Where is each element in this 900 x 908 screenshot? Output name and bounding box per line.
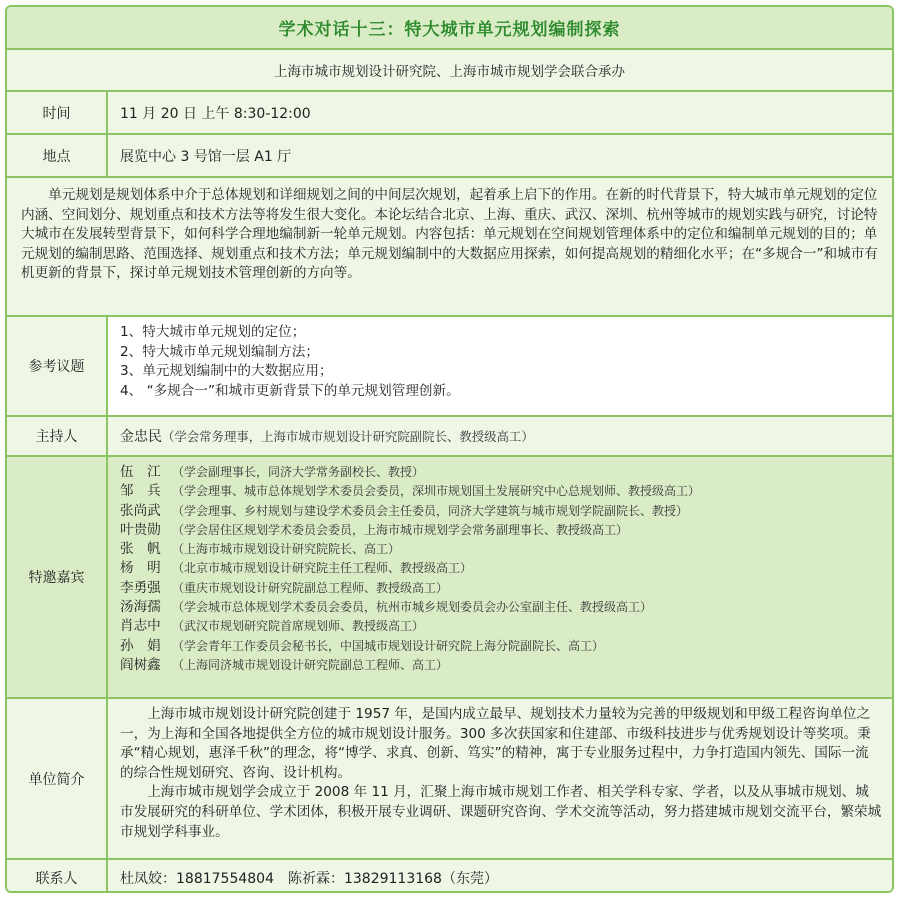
intro-text: 单元规划是规划体系中介于总体规划和详细规划之间的中间层次规划，起着承上启下的作用。在新的时代背景下，特大城市单元规划的定位内涵、空间划分、规划重点和技术方法等将发生很大变化。本论坛结合北京、上海、重庆、武汉、深圳、杭州等城市的规划实践与研究，讨论特大城市在发展转型背景下，如何科学合理地编制新一轮单元规划。内容包括：单元规划在空间规划管理体系中的定位和编制单元规划的目的；单元规划的编制思路、范围选择、规划重点和技术方法；单元规划编制中的大数据应用探索，如何提高规划的精细化水平；在“多规合一”和城市有机更新的背景下，探讨单元规划技术管理创新的方向等。: [21, 187, 878, 282]
guest-item: [120, 540, 892, 559]
guest-item: [120, 502, 892, 521]
topics-list: [108, 317, 892, 415]
intro-row: [7, 176, 892, 315]
guest-name: 叶贵勋: [120, 521, 161, 538]
guest-item: [120, 617, 892, 636]
units-text: [108, 699, 892, 858]
host-desc: （学会常务理事，上海市城市规划设计研究院副院长、教授级高工）: [162, 429, 534, 444]
guest-name: 张尚武: [120, 502, 161, 519]
guest-item: [120, 463, 892, 482]
guest-desc: （学会居住区规划学术委员会委员，上海市城市规划学会常务副理事长、教授级高工）: [172, 522, 629, 537]
guest-item: [120, 637, 892, 656]
guest-name: 汤海孺: [120, 599, 161, 616]
title-row: [7, 7, 892, 48]
topic-item: 3、单元规划编制中的大数据应用；: [120, 363, 333, 379]
guests-list: [108, 457, 892, 697]
guest-name: 邹 兵: [120, 483, 161, 500]
guest-name: 阎树鑫: [120, 656, 161, 673]
guest-desc: （学会城市总体规划学术委员会委员，杭州市城乡规划委员会办公室副主任、教授级高工）: [172, 600, 653, 615]
unit-paragraph: 上海市城市规划设计研究院创建于 1957 年，是国内成立最早、规划技术力量较为完善的甲级规划和甲级工程咨询单位之一，为上海和全国各地提供全方位的城市规划设计服务。300 多次获国家和住建部、市级科技进步与优秀规划设计等奖项。秉承“精心规划，惠泽千秋”的理念，将“博学、求真、创新、笃实”的精神，寓于专业服务过程中，力争打造国内领先、国际一流的综合性规划研究、咨询、设计机构。: [120, 706, 871, 781]
contact-row: [7, 858, 892, 893]
event-title: 学术对话十三：特大城市单元规划编制探索: [278, 20, 621, 40]
guest-desc: （学会副理事长，同济大学常务副校长、教授）: [172, 465, 425, 479]
time-value: 11 月 20 日 上午 8:30-12:00: [120, 105, 311, 122]
host-name: 金忠民: [120, 429, 162, 445]
guest-name: 张 帆: [120, 541, 161, 558]
event-table: [5, 5, 894, 893]
organizers-row: [7, 48, 892, 90]
topic-item: 2、特大城市单元规划编制方法；: [120, 343, 319, 360]
guest-item: [120, 521, 892, 540]
organizers-text: 上海市城市规划设计研究院、上海市城市规划学会联合承办: [274, 64, 625, 80]
time-row: [7, 90, 892, 133]
host-row: [7, 415, 892, 455]
guest-item: [120, 656, 892, 675]
guest-name: 肖志中: [120, 618, 161, 635]
guest-desc: （学会理事、城市总体规划学术委员会委员，深圳市规划国土发展研究中心总规划师、教授级高工）: [172, 484, 701, 499]
location-value: 展览中心 3 号馆一层 A1 厅: [120, 148, 292, 165]
guest-item: [120, 598, 892, 617]
guest-desc: （上海同济城市规划设计研究院副总工程师、高工）: [172, 657, 449, 672]
guest-desc: （重庆市规划设计研究院副总工程师、教授级高工）: [172, 580, 449, 595]
guest-name: 孙 娟: [120, 637, 161, 654]
host-value: [108, 417, 892, 455]
units-row: [7, 697, 892, 858]
topic-item: 1、特大城市单元规划的定位；: [120, 324, 306, 340]
location-row: [7, 133, 892, 176]
time-label: 时间: [7, 92, 108, 133]
guest-desc: （学会理事、乡村规划与建设学术委员会主任委员，同济大学建筑与城市规划学院副院长、教授）: [172, 503, 689, 518]
guest-desc: （武汉市规划研究院首席规划师、教授级高工）: [172, 619, 425, 634]
guests-row: [7, 455, 892, 697]
guest-desc: （上海市城市规划设计研究院院长、高工）: [172, 542, 401, 557]
guest-name: 杨 明: [120, 560, 161, 577]
guests-label: 特邀嘉宾: [7, 457, 108, 697]
location-label: 地点: [7, 135, 108, 176]
topic-item: 4、 “多规合一”和城市更新背景下的单元规划管理创新。: [120, 382, 460, 399]
guest-name: 李勇强: [120, 579, 161, 596]
contact-label: 联系人: [7, 860, 108, 893]
topics-label: 参考议题: [7, 317, 108, 415]
topics-row: [7, 315, 892, 415]
unit-paragraph: 上海市城市规划学会成立于 2008 年 11 月，汇聚上海市城市规划工作者、相关学科专家、学者，以及从事城市规划、城市发展研究的科研单位、学术团体，积极开展专业调研、课题研究咨询、学术交流等活动，努力搭建城市规划交流平台，繁荣城市规划学科事业。: [120, 784, 882, 840]
guest-item: [120, 579, 892, 598]
guest-name: 伍 江: [120, 464, 161, 480]
guest-desc: （学会青年工作委员会秘书长，中国城市规划设计研究院上海分院副院长、高工）: [172, 638, 605, 653]
units-label: 单位简介: [7, 699, 108, 858]
host-label: 主持人: [7, 417, 108, 455]
contact-value: 杜凤姣：18817554804 陈祈霖：13829113168（东莞）: [120, 870, 498, 887]
guest-item: [120, 559, 892, 578]
guest-item: [120, 482, 892, 501]
guest-desc: （北京市城市规划设计研究院主任工程师、教授级高工）: [172, 561, 473, 576]
